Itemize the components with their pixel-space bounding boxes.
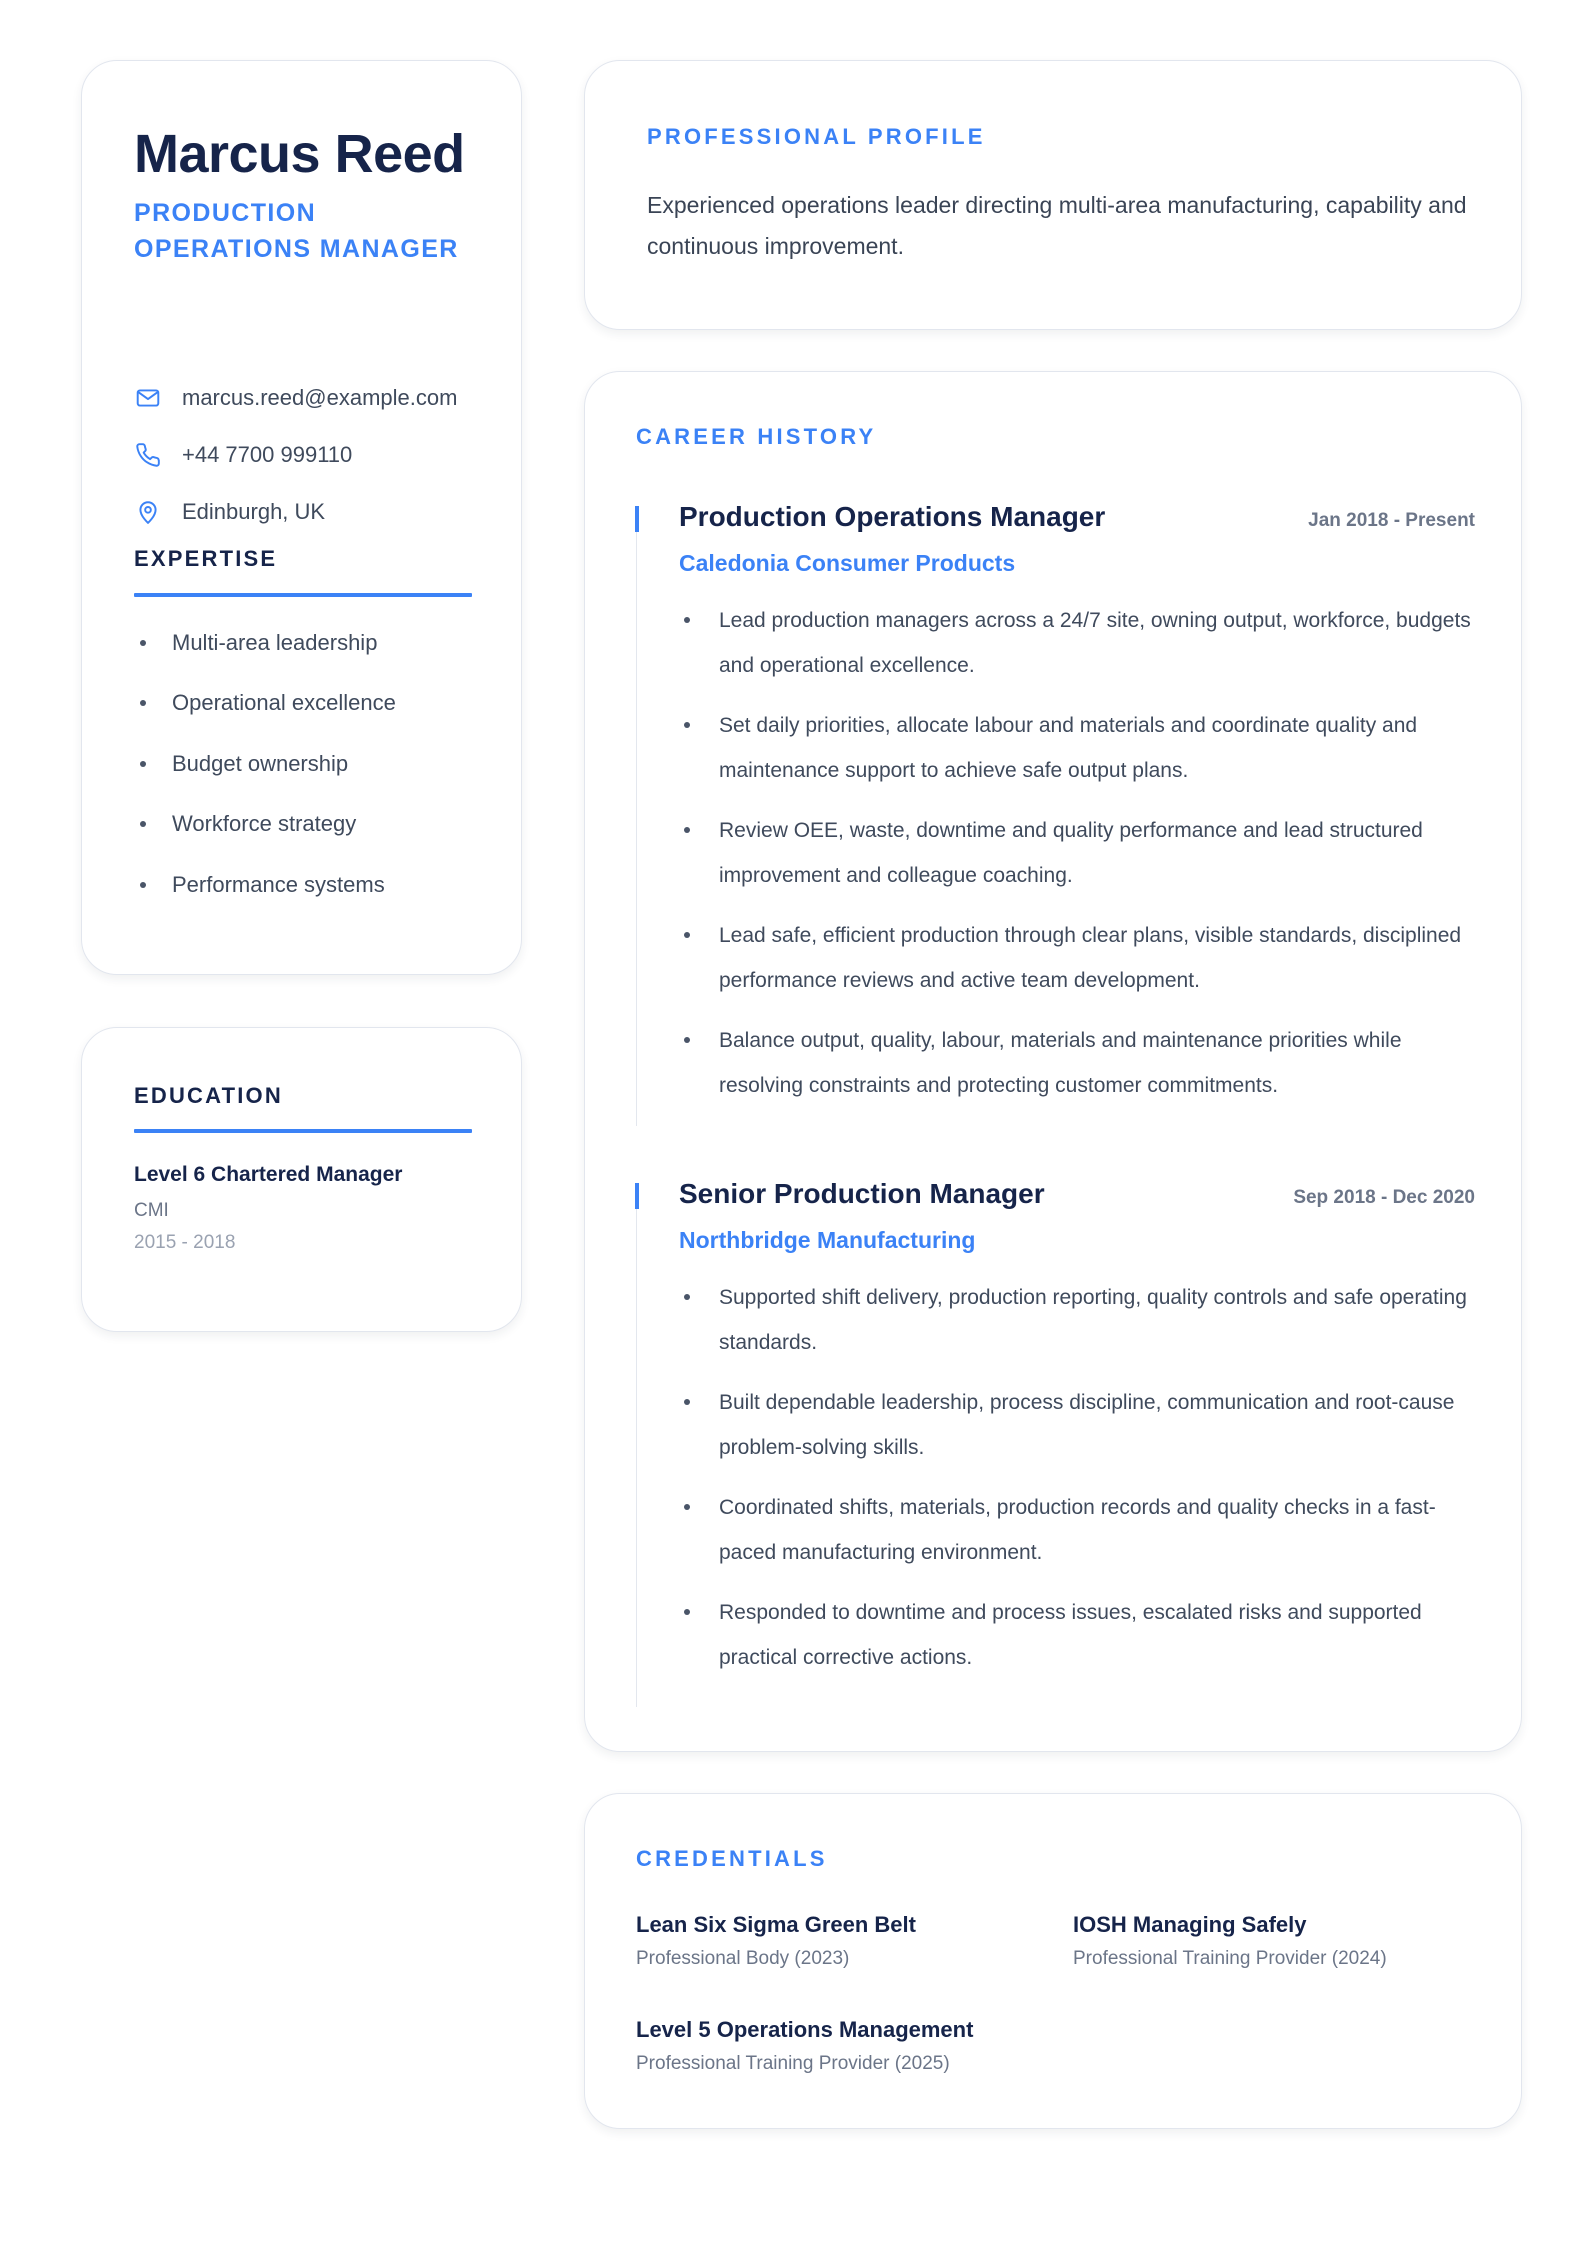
job-company: Northbridge Manufacturing [679, 1227, 976, 1253]
job-bullet: Lead production managers across a 24/7 site, owning output, workforce, budgets and operational excellence. [679, 598, 1475, 688]
job-company: Caledonia Consumer Products [679, 550, 1016, 576]
credential-source: Professional Training Provider (2025) [636, 2053, 950, 2074]
job-bullet: Balance output, quality, labour, materials and maintenance priorities while resolving constraints and protecting customer commitments. [679, 1018, 1475, 1108]
credential-source: Professional Body (2023) [636, 1948, 850, 1969]
job-timeline-line [636, 1209, 637, 1707]
profile-heading: PROFESSIONAL PROFILE [647, 124, 986, 149]
candidate-role: PRODUCTION OPERATIONS MANAGER [134, 199, 459, 263]
profile-card [584, 60, 1522, 330]
job-bullet: Lead safe, efficient production through clear plans, visible standards, disciplined performance reviews and active team development. [679, 913, 1475, 1003]
expertise-item: Multi-area leadership [134, 626, 377, 660]
expertise-item: Operational excellence [134, 686, 396, 720]
identity-card [81, 60, 522, 975]
credential-source: Professional Training Provider (2024) [1073, 1948, 1387, 1969]
job-bullet: Set daily priorities, allocate labour and materials and coordinate quality and maintenance support to achieve safe output plans. [679, 703, 1475, 793]
contact-phone[interactable] [134, 438, 352, 472]
job-accent-bar [635, 1183, 639, 1209]
contact-email-text: marcus.reed@example.com [182, 385, 458, 410]
expertise-heading: EXPERTISE [134, 546, 278, 571]
job-bullet: Review OEE, waste, downtime and quality performance and lead structured improvement and colleague coaching. [679, 808, 1475, 898]
credential-title: Lean Six Sigma Green Belt [636, 1912, 916, 1937]
job-bullet: Coordinated shifts, materials, production records and quality checks in a fast-paced manufacturing environment. [679, 1485, 1475, 1575]
job-title: Senior Production Manager [679, 1178, 1045, 1209]
contact-location-text: Edinburgh, UK [182, 499, 326, 524]
job-bullets [679, 598, 1475, 1123]
job-dates: Jan 2018 - Present [1308, 510, 1475, 531]
credential-item [1073, 1912, 1387, 1970]
job-bullets [679, 1275, 1475, 1695]
job-entry [635, 1178, 1475, 1708]
contact-phone-text: +44 7700 999110 [182, 442, 353, 467]
credential-title: IOSH Managing Safely [1073, 1912, 1307, 1937]
career-card [584, 371, 1522, 1752]
career-heading: CAREER HISTORY [636, 424, 877, 449]
expertise-divider [134, 593, 472, 597]
education-title: Level 6 Chartered Manager [134, 1163, 403, 1186]
job-bullet: Built dependable leadership, process discipline, communication and root-cause problem-solving skills. [679, 1380, 1475, 1470]
expertise-item: Workforce strategy [134, 807, 356, 841]
job-title: Production Operations Manager [679, 501, 1106, 532]
job-bullet: Responded to downtime and process issues, escalated risks and supported practical corrective actions. [679, 1590, 1475, 1680]
education-dates: 2015 - 2018 [134, 1232, 236, 1253]
credentials-card [584, 1793, 1522, 2129]
education-divider [134, 1129, 472, 1133]
expertise-item: Performance systems [134, 868, 385, 902]
phone-icon [134, 441, 162, 469]
job-entry [635, 501, 1475, 1126]
job-accent-bar [635, 506, 639, 532]
education-card [81, 1027, 522, 1332]
location-pin-icon [134, 498, 162, 526]
job-timeline-line [636, 532, 637, 1126]
education-heading: EDUCATION [134, 1083, 283, 1108]
education-institution: CMI [134, 1200, 169, 1221]
credential-item [636, 1912, 916, 1970]
job-bullet: Supported shift delivery, production reporting, quality controls and safe operating standards. [679, 1275, 1475, 1365]
expertise-item: Budget ownership [134, 747, 348, 781]
profile-summary: Experienced operations leader directing multi-area manufacturing, capability and continuous improvement. [647, 192, 1467, 259]
mail-icon [134, 384, 162, 412]
job-dates: Sep 2018 - Dec 2020 [1293, 1187, 1475, 1208]
contact-location [134, 495, 325, 529]
contact-email[interactable] [134, 381, 457, 415]
candidate-name: Marcus Reed [134, 124, 465, 184]
credentials-heading: CREDENTIALS [636, 1846, 828, 1871]
credential-item [636, 2017, 973, 2075]
credential-title: Level 5 Operations Management [636, 2017, 974, 2042]
